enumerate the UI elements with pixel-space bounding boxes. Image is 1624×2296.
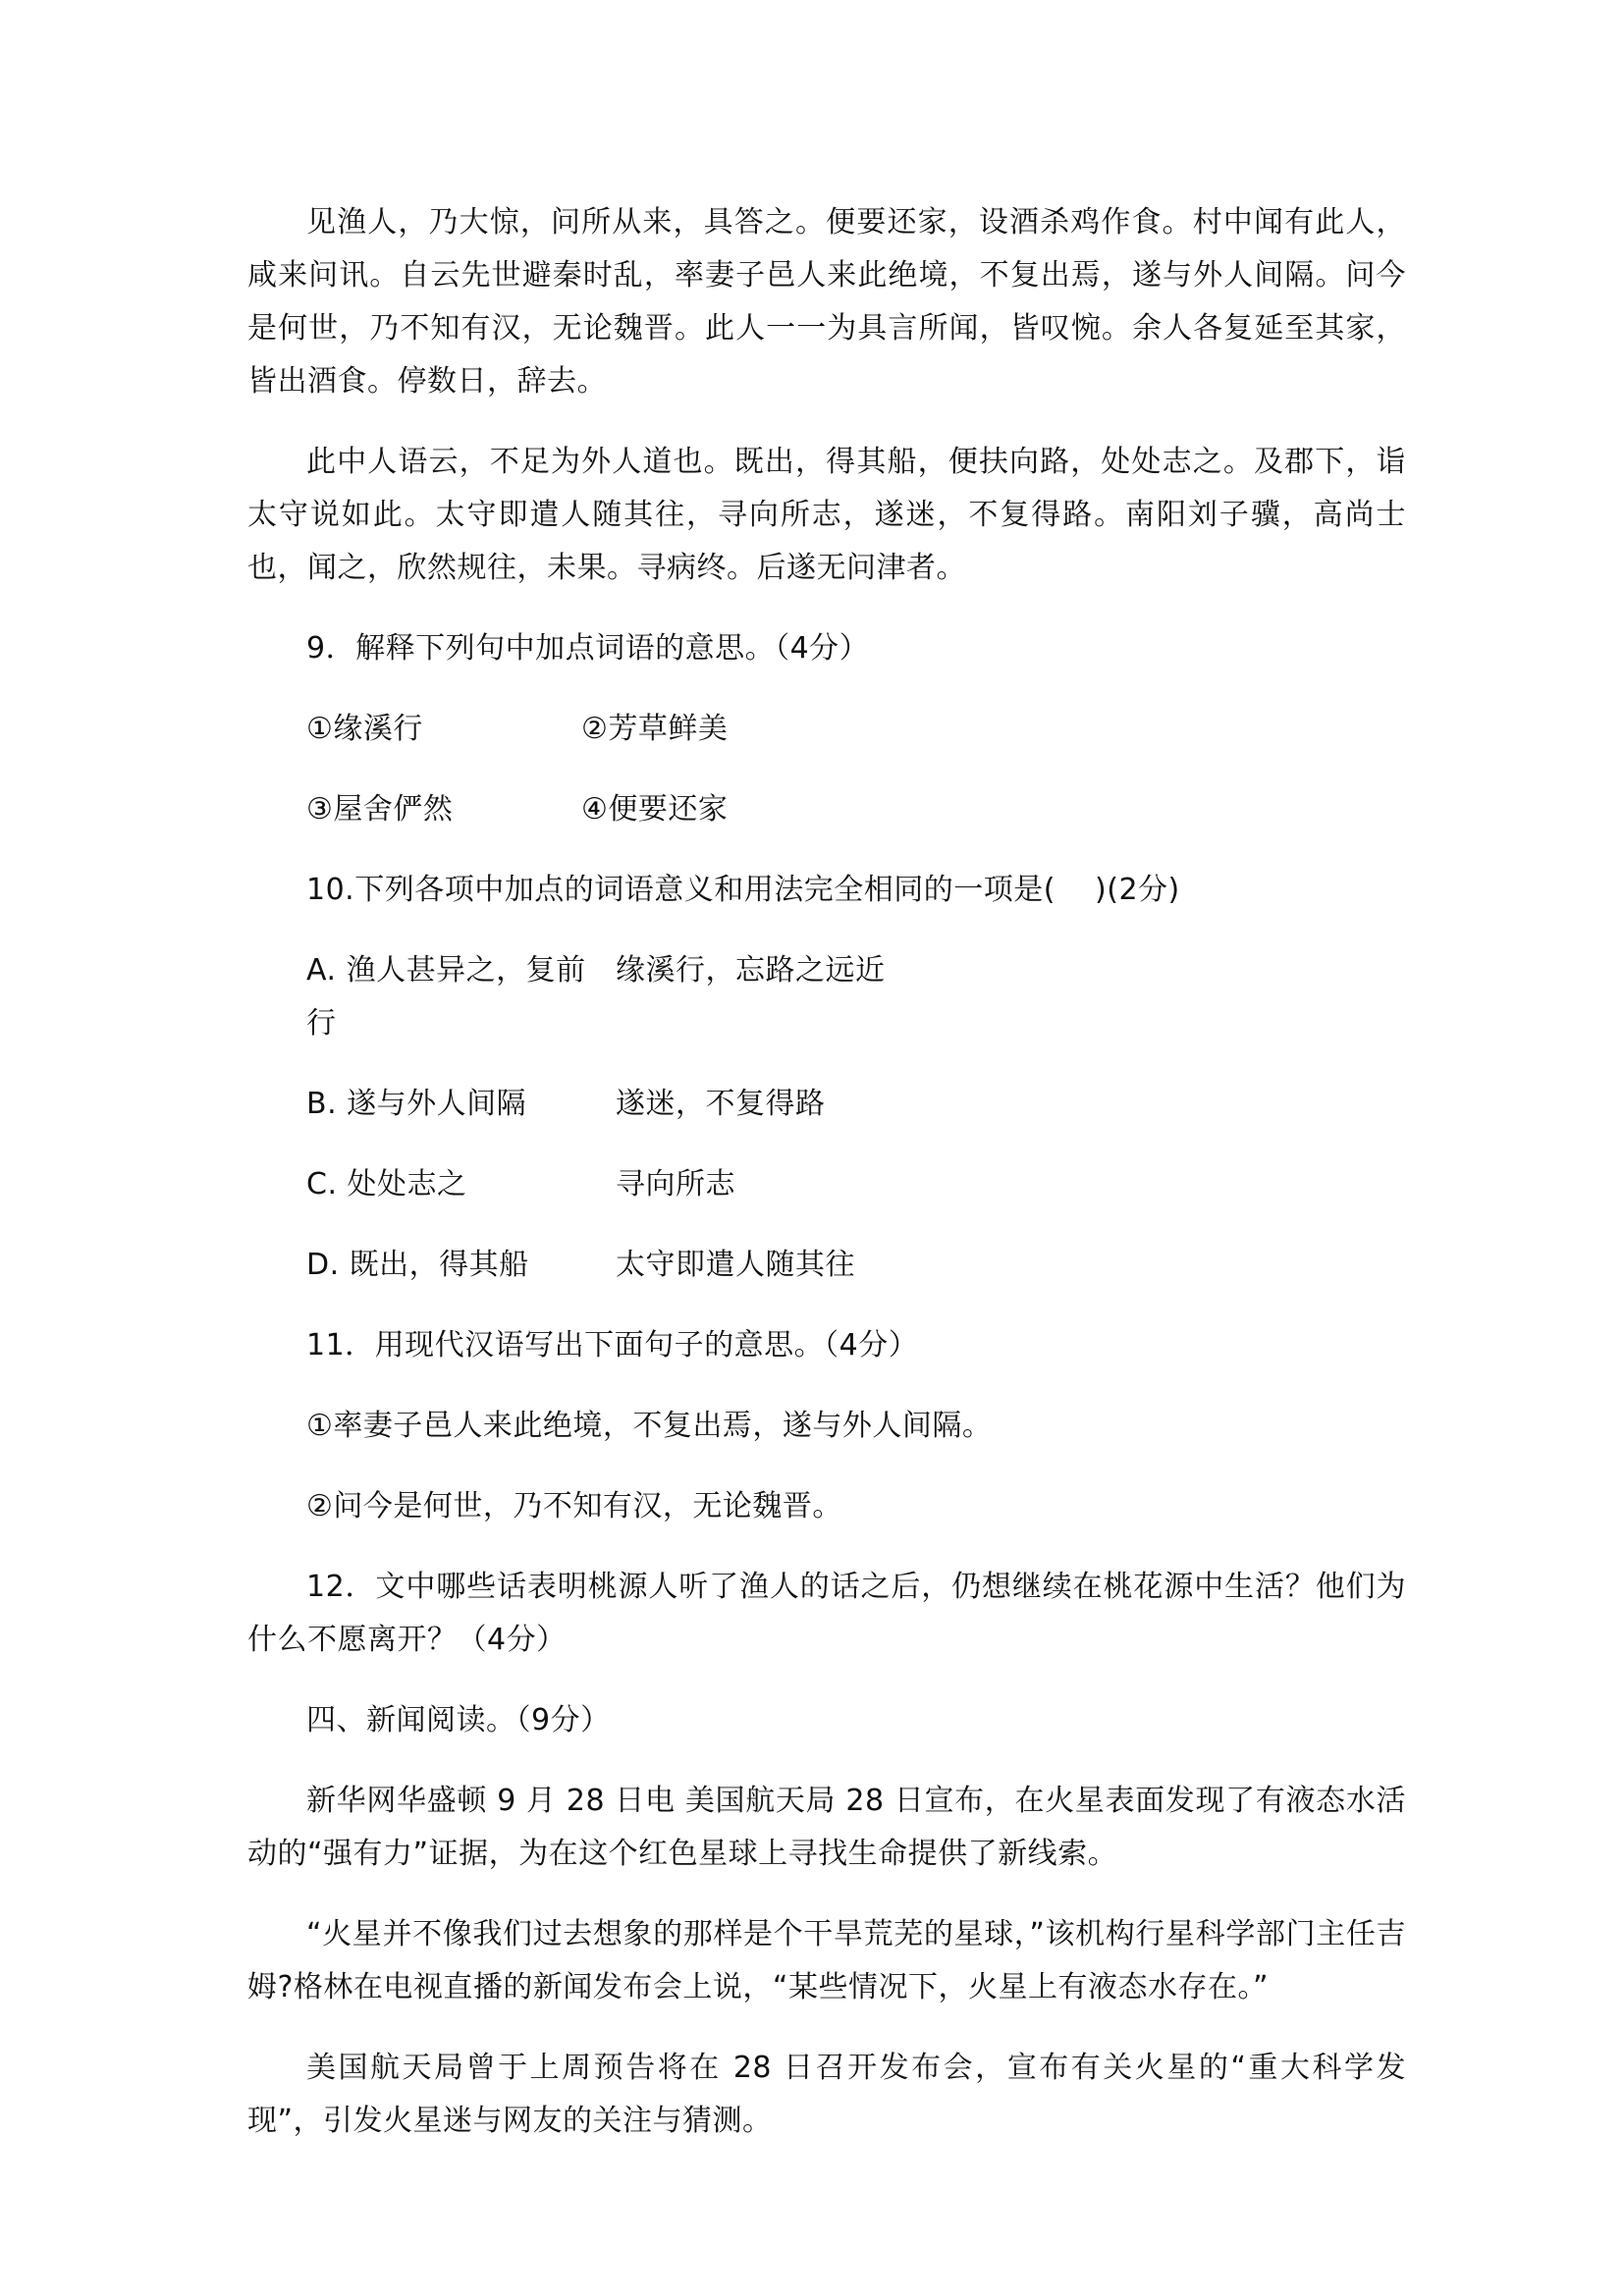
question-11-title: 11．用现代汉语写出下面句子的意思。（4分） (306, 1328, 919, 1362)
option-a-right: 缘溪行，忘路之远近 (616, 953, 886, 988)
question-10-option-c (306, 1158, 1406, 1211)
news-paragraph-1: 新华网华盛顿 9 月 28 日电 美国航天局 28 日宣布，在火星表面发现了有液态水活动的“强有力”证据，为在这个红色星球上寻找生命提供了新线索。 (247, 1784, 1406, 1871)
option-b-left: B. 遂与外人间隔 (306, 1087, 527, 1121)
question-9-item-3: ③屋舍俨然 (306, 792, 454, 827)
option-d-left: D. 既出，得其船 (306, 1248, 529, 1282)
question-9-item-4: ④便要还家 (581, 792, 729, 827)
page-content (247, 196, 1406, 2175)
news-paragraph-2: “火星并不像我们过去想象的那样是个干旱荒芜的星球，”该机构行星科学部门主任吉姆?格林在电视直播的新闻发布会上说，“某些情况下，火星上有液态水存在。” (247, 1917, 1406, 2004)
question-11-item-2: ②问今是何世，乃不知有汉，无论魏晋。 (306, 1489, 842, 1523)
question-9-row-1 (306, 703, 1406, 756)
question-10-title: 10.下列各项中加点的词语意义和用法完全相同的一项是( )(2分) (306, 873, 1180, 907)
option-a-left: A. 渔人甚异之，复前行 (306, 953, 586, 1041)
question-9-item-1: ①缘溪行 (306, 712, 423, 746)
option-d-right: 太守即遣人随其往 (616, 1248, 855, 1282)
question-9-row-2 (306, 783, 1406, 836)
question-9-item-2: ②芳草鲜美 (581, 712, 729, 746)
option-c-right: 寻向所志 (616, 1167, 735, 1201)
question-9-title: 9．解释下列句中加点词语的意思。（4分） (306, 631, 870, 666)
question-10-option-a (306, 944, 1406, 1050)
news-paragraph-3: 美国航天局曾于上周预告将在 28 日召开发布会，宣布有关火星的“重大科学发现”，引发火星迷与网友的关注与猜测。 (247, 2051, 1406, 2138)
passage-paragraph-2: 此中人语云，不足为外人道也。既出，得其船，便扶向路，处处志之。及郡下，诣太守说如此。太守即遣人随其往，寻向所志，遂迷，不复得路。南阳刘子骥，高尚士也，闻之，欣然规往，未果。寻病终。后遂无问津者。 (247, 445, 1406, 585)
question-10-option-d (306, 1239, 1406, 1292)
question-11-item-1: ①率妻子邑人来此绝境，不复出焉，遂与外人间隔。 (306, 1409, 993, 1443)
option-c-left: C. 处处志之 (306, 1167, 467, 1201)
option-b-right: 遂迷，不复得路 (616, 1087, 826, 1121)
question-12-title: 12．文中哪些话表明桃源人听了渔人的话之后，仍想继续在桃花源中生活？他们为什么不愿离开？（4分） (247, 1570, 1406, 1657)
passage-paragraph-1: 见渔人，乃大惊，问所从来，具答之。便要还家，设酒杀鸡作食。村中闻有此人，咸来问讯。自云先世避秦时乱，率妻子邑人来此绝境，不复出焉，遂与外人间隔。问今是何世，乃不知有汉，无论魏晋。此人一一为具言所闻，皆叹惋。余人各复延至其家，皆出酒食。停数日，辞去。 (247, 205, 1406, 399)
section-4-title: 四、新闻阅读。（9分） (306, 1703, 611, 1737)
question-10-option-b (306, 1078, 1406, 1131)
